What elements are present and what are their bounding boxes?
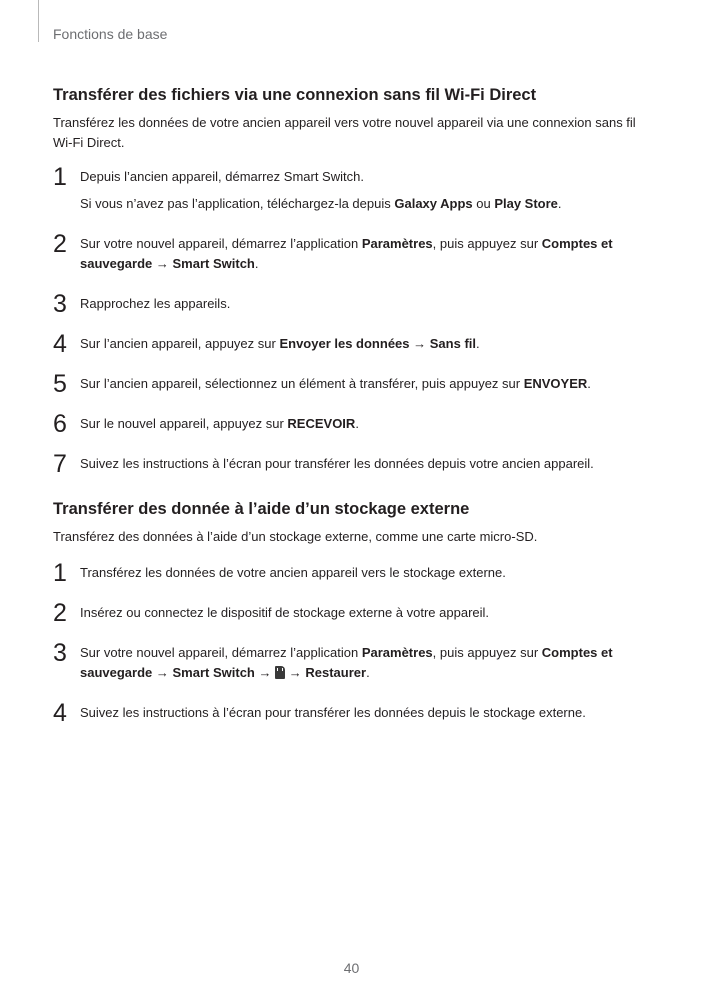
step-number: 3	[53, 290, 67, 318]
emphasis: Paramètres	[361, 236, 433, 251]
step-number: 2	[53, 230, 67, 258]
step-number: 5	[53, 370, 67, 398]
step-1	[53, 163, 653, 214]
emphasis: Galaxy Apps	[394, 196, 473, 211]
step-text: Suivez les instructions à l’écran pour transférer les données depuis votre ancien appareil.	[80, 456, 594, 471]
step-number: 4	[53, 330, 67, 358]
step-text: Depuis l’ancien appareil, démarrez Smart Switch.	[80, 169, 364, 184]
emphasis: Sans fil	[429, 336, 477, 351]
step-text: Insérez ou connectez le dispositif de stockage externe à votre appareil.	[80, 605, 490, 620]
step-number: 3	[53, 639, 67, 667]
text-run: .	[366, 665, 370, 680]
step-text	[80, 234, 653, 274]
text-run: .	[476, 336, 480, 351]
step-6	[53, 410, 653, 438]
step-2	[53, 230, 653, 274]
sd-card-icon	[275, 666, 285, 679]
text-run: Si vous n’avez pas l’application, téléchargez-la depuis	[80, 196, 395, 211]
emphasis: Restaurer	[305, 665, 367, 680]
step-number: 2	[53, 599, 67, 627]
header-title: Fonctions de base	[53, 26, 168, 42]
text-run: Sur l’ancien appareil, appuyez sur	[80, 336, 280, 351]
step-4	[53, 330, 653, 358]
emphasis: Smart Switch	[172, 256, 255, 271]
page-content	[53, 84, 653, 727]
text-run: Sur votre nouvel appareil, démarrez l’application	[80, 645, 362, 660]
emphasis: Comptes et sauvegarde	[80, 645, 613, 680]
emphasis: Paramètres	[361, 645, 433, 660]
text-run: Sur l’ancien appareil, sélectionnez un élément à transférer, puis appuyez sur	[80, 376, 524, 391]
step-text	[80, 414, 653, 434]
step-1	[53, 559, 653, 587]
steps-wifi-direct	[53, 163, 653, 478]
section-intro-wifi-direct: Transférez les données de votre ancien appareil vers votre nouvel appareil via une connexion sans fil Wi-Fi Direct.	[53, 115, 636, 150]
section-heading-external-storage: Transférer des donnée à l’aide d’un stockage externe	[53, 500, 470, 518]
text-run: Sur votre nouvel appareil, démarrez l’application	[80, 236, 362, 251]
text-run: , puis appuyez sur	[432, 645, 542, 660]
section-heading-wifi-direct: Transférer des fichiers via une connexion sans fil Wi-Fi Direct	[53, 86, 537, 104]
step-3	[53, 639, 653, 683]
emphasis: Play Store	[494, 196, 558, 211]
text-run: .	[557, 196, 562, 211]
emphasis: RECEVOIR	[287, 416, 356, 431]
text-run: .	[587, 376, 591, 391]
step-text: Transférez les données de votre ancien appareil vers le stockage externe.	[80, 565, 506, 580]
text-run: .	[254, 256, 259, 271]
text-run: Sur le nouvel appareil, appuyez sur	[80, 416, 288, 431]
step-7	[53, 450, 653, 478]
arrow-icon: →	[155, 256, 169, 271]
section-intro-external-storage: Transférez des données à l’aide d’un stockage externe, comme une carte micro-SD.	[53, 529, 538, 544]
step-text: Rapprochez les appareils.	[80, 296, 231, 311]
text-run: .	[355, 416, 359, 431]
step-number: 1	[53, 559, 67, 587]
step-text	[80, 334, 653, 354]
emphasis: Envoyer les données	[279, 336, 410, 351]
step-text: Suivez les instructions à l’écran pour transférer les données depuis le stockage externe.	[80, 705, 586, 720]
step-5	[53, 370, 653, 398]
step-number: 4	[53, 699, 67, 727]
step-text	[80, 374, 653, 394]
arrow-icon: →	[258, 665, 272, 680]
step-number: 7	[53, 450, 67, 478]
emphasis: Smart Switch	[172, 665, 255, 680]
header-rule	[38, 0, 39, 42]
arrow-icon: →	[288, 665, 302, 680]
step-3	[53, 290, 653, 318]
step-number: 1	[53, 163, 67, 191]
text-run: , puis appuyez sur	[432, 236, 542, 251]
step-subnote	[80, 194, 653, 214]
step-number: 6	[53, 410, 67, 438]
step-4	[53, 699, 653, 727]
step-2	[53, 599, 653, 627]
emphasis: Comptes et sauvegarde	[80, 236, 613, 271]
text-run: ou	[472, 196, 495, 211]
step-text	[80, 643, 653, 683]
arrow-icon: →	[413, 336, 427, 351]
steps-external-storage	[53, 559, 653, 727]
emphasis: ENVOYER	[523, 376, 588, 391]
page-number: 40	[343, 960, 360, 976]
arrow-icon: →	[155, 665, 169, 680]
